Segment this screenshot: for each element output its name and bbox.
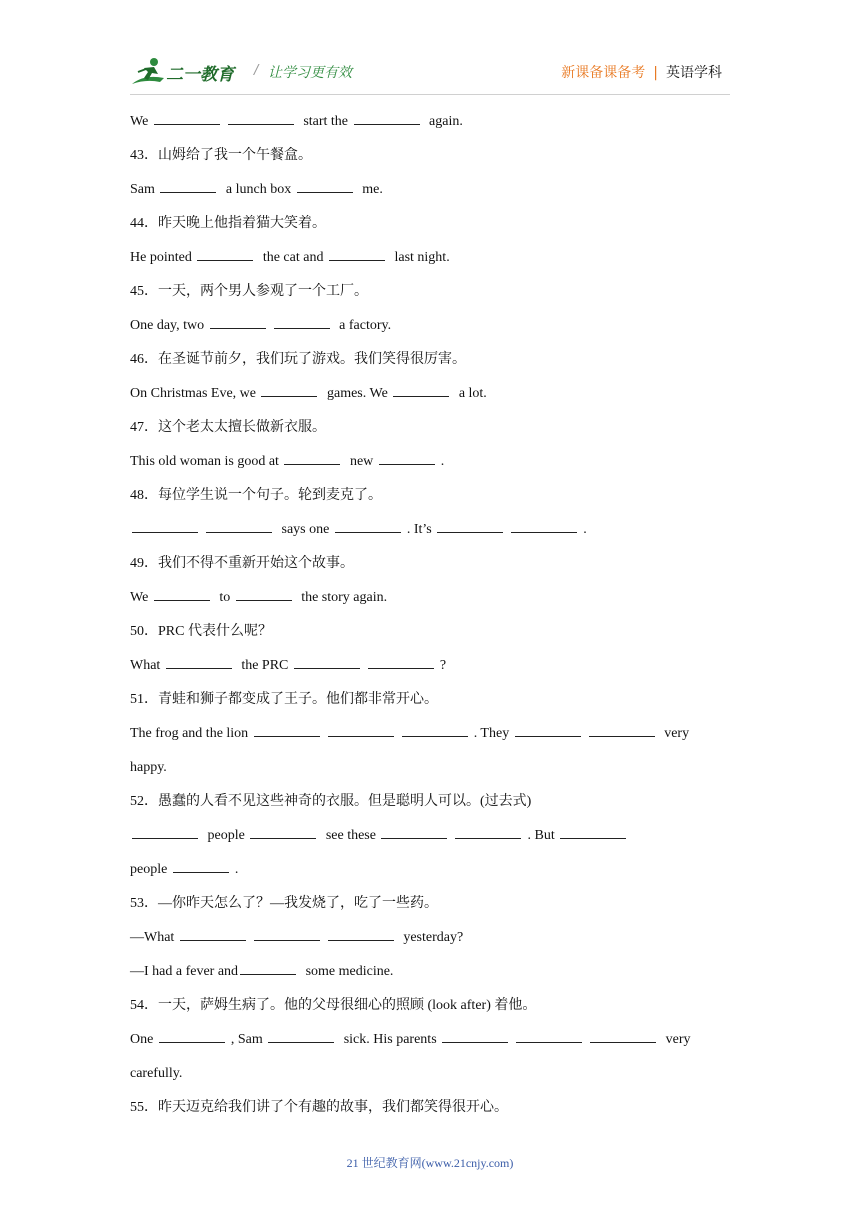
answer-blank[interactable] — [154, 112, 220, 125]
line-text: We — [130, 590, 152, 605]
line-text: a lot. — [455, 386, 487, 401]
answer-blank[interactable] — [368, 656, 434, 669]
line-text: happy. — [130, 760, 167, 775]
answer-blank[interactable] — [180, 928, 246, 941]
answer-blank[interactable] — [328, 928, 394, 941]
line-text: —What — [130, 930, 178, 945]
exercise-content — [130, 112, 730, 1132]
exercise-line — [130, 826, 730, 860]
line-text: . But — [527, 828, 559, 843]
line-text: 50．PRC 代表什么呢？ — [130, 624, 272, 639]
answer-blank[interactable] — [560, 826, 626, 839]
line-text: 51．青蛙和狮子都变成了王子。他们都非常开心。 — [130, 692, 438, 707]
line-text: ? — [439, 658, 447, 673]
exercise-line — [130, 656, 730, 690]
exercise-line — [130, 520, 730, 554]
answer-blank[interactable] — [455, 826, 521, 839]
exercise-line — [130, 758, 730, 792]
line-text: 54．一天，萨姆生病了。他的父母很细心的照顾 (look after) 着他。 — [130, 998, 537, 1013]
line-text: the PRC — [237, 658, 292, 673]
line-text: people — [204, 828, 249, 843]
line-text: 53．—你昨天怎么了？—我发烧了，吃了一些药。 — [130, 896, 438, 911]
line-text: carefully. — [130, 1066, 183, 1081]
answer-blank[interactable] — [254, 724, 320, 737]
logo-text: 二一教育 — [166, 65, 234, 85]
exercise-line — [130, 1064, 730, 1098]
exercise-line — [130, 214, 730, 248]
line-text: very — [660, 726, 690, 741]
answer-blank[interactable] — [160, 180, 216, 193]
exercise-line — [130, 894, 730, 928]
line-text: On Christmas Eve, we — [130, 386, 260, 401]
answer-blank[interactable] — [173, 860, 229, 873]
line-text: me. — [358, 182, 383, 197]
running-man-icon — [130, 56, 170, 90]
answer-blank[interactable] — [284, 452, 340, 465]
line-text: to — [215, 590, 234, 605]
line-text: . It’s — [406, 522, 436, 537]
line-text: 52．愚蠢的人看不见这些神奇的衣服。但是聪明人可以。(过去式) — [130, 794, 532, 809]
header-divider — [130, 94, 730, 95]
answer-blank[interactable] — [590, 1030, 656, 1043]
answer-blank[interactable] — [268, 1030, 334, 1043]
exercise-line — [130, 180, 730, 214]
exercise-line — [130, 1030, 730, 1064]
exercise-line — [130, 928, 730, 962]
line-text: some medicine. — [302, 964, 394, 979]
answer-blank[interactable] — [402, 724, 468, 737]
line-text: people — [130, 862, 171, 877]
answer-blank[interactable] — [516, 1030, 582, 1043]
answer-blank[interactable] — [442, 1030, 508, 1043]
line-text: 45．一天，两个男人参观了一个工厂。 — [130, 284, 368, 299]
exercise-line — [130, 962, 730, 996]
exercise-line — [130, 248, 730, 282]
line-text: We — [130, 114, 152, 129]
answer-blank[interactable] — [250, 826, 316, 839]
answer-blank[interactable] — [437, 520, 503, 533]
page-header — [0, 0, 860, 100]
answer-blank[interactable] — [329, 248, 385, 261]
answer-blank[interactable] — [381, 826, 447, 839]
line-text: start the — [299, 114, 352, 129]
exercise-line — [130, 452, 730, 486]
answer-blank[interactable] — [589, 724, 655, 737]
answer-blank[interactable] — [328, 724, 394, 737]
line-text: One day, two — [130, 318, 208, 333]
header-slash: / — [254, 63, 259, 78]
header-separator: | — [653, 65, 658, 81]
line-text: , Sam — [230, 1032, 267, 1047]
answer-blank[interactable] — [254, 928, 320, 941]
line-text: —I had a fever and — [130, 964, 239, 979]
exercise-line — [130, 1098, 730, 1132]
line-text: a lunch box — [222, 182, 295, 197]
answer-blank[interactable] — [335, 520, 401, 533]
answer-blank[interactable] — [240, 962, 296, 975]
line-text: The frog and the lion — [130, 726, 252, 741]
exercise-line — [130, 418, 730, 452]
answer-blank[interactable] — [274, 316, 330, 329]
line-text: He pointed — [130, 250, 196, 265]
answer-blank[interactable] — [132, 826, 198, 839]
line-text: new — [346, 454, 377, 469]
answer-blank[interactable] — [354, 112, 420, 125]
line-text: Sam — [130, 182, 159, 197]
line-text: very — [662, 1032, 691, 1047]
answer-blank[interactable] — [393, 384, 449, 397]
exercise-line — [130, 384, 730, 418]
line-text: games. We — [323, 386, 392, 401]
exercise-line — [130, 112, 730, 146]
exercise-line — [130, 860, 730, 894]
page-footer: 21 世纪教育网(www.21cnjy.com) — [346, 1156, 514, 1170]
answer-blank[interactable] — [236, 588, 292, 601]
line-text: 49．我们不得不重新开始这个故事。 — [130, 556, 354, 571]
exercise-line — [130, 724, 730, 758]
line-text: . — [440, 454, 445, 469]
line-text: 44．昨天晚上他指着猫大笑着。 — [130, 216, 326, 231]
line-text: . — [583, 522, 587, 537]
line-text: again. — [425, 114, 463, 129]
line-text: 55．昨天迈克给我们讲了个有趣的故事，我们都笑得很开心。 — [130, 1100, 508, 1115]
line-text: sick. His parents — [340, 1032, 441, 1047]
line-text: 47．这个老太太擅长做新衣服。 — [130, 420, 326, 435]
answer-blank[interactable] — [297, 180, 353, 193]
answer-blank[interactable] — [261, 384, 317, 397]
answer-blank[interactable] — [206, 520, 272, 533]
answer-blank[interactable] — [159, 1030, 225, 1043]
answer-blank[interactable] — [515, 724, 581, 737]
answer-blank[interactable] — [210, 316, 266, 329]
line-text: 48．每位学生说一个句子。轮到麦克了。 — [130, 488, 382, 503]
exercise-line — [130, 282, 730, 316]
header-tag: 新课备课备考 — [561, 65, 646, 81]
line-text: says one — [278, 522, 333, 537]
exercise-line — [130, 690, 730, 724]
exercise-line — [130, 146, 730, 180]
header-right — [561, 62, 722, 82]
answer-blank[interactable] — [154, 588, 210, 601]
header-slogan: 让学习更有效 — [268, 65, 352, 81]
answer-blank[interactable] — [379, 452, 435, 465]
line-text: the story again. — [297, 590, 388, 605]
site-logo — [130, 56, 240, 90]
exercise-line — [130, 486, 730, 520]
exercise-line — [130, 316, 730, 350]
line-text: 43．山姆给了我一个午餐盒。 — [130, 148, 312, 163]
exercise-line — [130, 350, 730, 384]
line-text: last night. — [390, 250, 450, 265]
header-subject: 英语学科 — [666, 65, 722, 81]
answer-blank[interactable] — [511, 520, 577, 533]
line-text: One — [130, 1032, 157, 1047]
answer-blank[interactable] — [294, 656, 360, 669]
line-text: This old woman is good at — [130, 454, 283, 469]
line-text: . They — [473, 726, 513, 741]
line-text: . — [234, 862, 239, 877]
line-text: 46．在圣诞节前夕，我们玩了游戏。我们笑得很厉害。 — [130, 352, 466, 367]
exercise-line — [130, 622, 730, 656]
answer-blank[interactable] — [166, 656, 232, 669]
exercise-line — [130, 554, 730, 588]
line-text: see these — [322, 828, 380, 843]
exercise-line — [130, 792, 730, 826]
answer-blank[interactable] — [197, 248, 253, 261]
line-text: What — [130, 658, 164, 673]
exercise-line — [130, 996, 730, 1030]
line-text: a factory. — [335, 318, 392, 333]
exercise-line — [130, 588, 730, 622]
answer-blank[interactable] — [228, 112, 294, 125]
line-text: the cat and — [259, 250, 327, 265]
answer-blank[interactable] — [132, 520, 198, 533]
line-text: yesterday? — [399, 930, 464, 945]
